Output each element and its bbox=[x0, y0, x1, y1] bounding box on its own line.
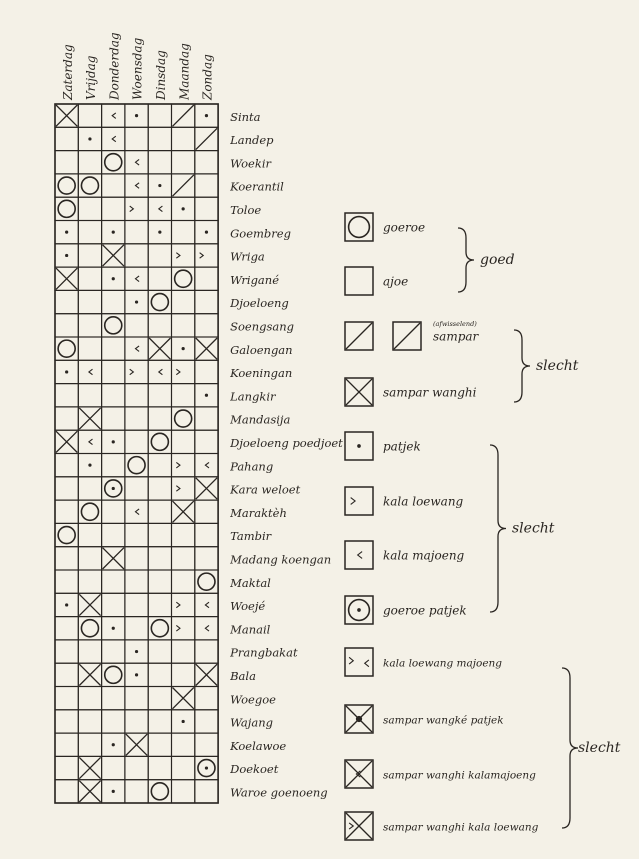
grid-cell-empty bbox=[102, 290, 125, 313]
group-label: slecht bbox=[512, 520, 555, 537]
grid-cell-empty bbox=[55, 640, 78, 663]
grid-cell-empty bbox=[172, 733, 195, 756]
wuku-name: Pahang bbox=[230, 459, 274, 474]
wuku-name: Koerantil bbox=[230, 179, 284, 194]
grid-cell-dot bbox=[78, 127, 101, 150]
grid-cell-cross bbox=[172, 687, 195, 710]
grid-cell-diag bbox=[172, 104, 195, 127]
wuku-name: Wrigané bbox=[230, 272, 280, 287]
legend-label: sampar bbox=[433, 329, 479, 344]
grid-cell-empty bbox=[148, 267, 171, 290]
grid-cell-cross bbox=[195, 663, 218, 686]
wuku-name: Bala bbox=[230, 668, 256, 683]
wuku-grid bbox=[55, 104, 218, 803]
day-header: Woensdag bbox=[130, 37, 145, 100]
wuku-name: Wriga bbox=[230, 249, 265, 264]
grid-cell-empty bbox=[102, 197, 125, 220]
day-header: Zaterdag bbox=[60, 44, 75, 100]
grid-cell-empty bbox=[102, 756, 125, 779]
grid-cell-dot bbox=[55, 221, 78, 244]
grid-cell-empty bbox=[195, 500, 218, 523]
legend-symbol-diag-alt bbox=[393, 322, 421, 350]
grid-cell-empty bbox=[55, 314, 78, 337]
legend-label: patjek bbox=[383, 439, 421, 454]
grid-cell-circledot bbox=[195, 756, 218, 779]
grid-cell-dot bbox=[125, 663, 148, 686]
grid-cell-dot bbox=[78, 454, 101, 477]
grid-cell-empty bbox=[78, 570, 101, 593]
grid-cell-empty bbox=[195, 523, 218, 546]
grid-cell-cross bbox=[78, 756, 101, 779]
grid-cell-empty bbox=[102, 523, 125, 546]
grid-cell-empty bbox=[148, 640, 171, 663]
grid-cell-diag bbox=[172, 174, 195, 197]
wuku-name: Galoengan bbox=[230, 342, 293, 357]
grid-cell-circle bbox=[78, 500, 101, 523]
grid-cell-left bbox=[195, 593, 218, 616]
legend-label: sampar wanghi kalamajoeng bbox=[383, 769, 536, 782]
wuku-name: Waroe goenoeng bbox=[230, 785, 328, 800]
grid-cell-empty bbox=[125, 593, 148, 616]
grid-cell-left bbox=[148, 360, 171, 383]
grid-cell-cross bbox=[195, 477, 218, 500]
grid-cell-left bbox=[102, 104, 125, 127]
grid-cell-left bbox=[102, 127, 125, 150]
grid-cell-circle bbox=[55, 197, 78, 220]
grid-cell-empty bbox=[102, 640, 125, 663]
wuku-name: Manail bbox=[230, 622, 271, 637]
grid-cell-empty bbox=[172, 290, 195, 313]
wuku-name: Doekoet bbox=[230, 762, 279, 777]
wuku-name: Koelawoe bbox=[230, 738, 287, 753]
legend-item bbox=[345, 812, 539, 840]
grid-cell-right bbox=[172, 617, 195, 640]
grid-cell-dot bbox=[172, 337, 195, 360]
grid-cell-empty bbox=[78, 477, 101, 500]
grid-cell-empty bbox=[148, 663, 171, 686]
grid-cell-circle bbox=[102, 151, 125, 174]
grid-cell-dot bbox=[148, 174, 171, 197]
grid-cell-empty bbox=[125, 617, 148, 640]
wuku-name: Sinta bbox=[230, 109, 261, 124]
grid-cell-dot bbox=[55, 593, 78, 616]
day-header: Vrijdag bbox=[84, 55, 99, 100]
grid-cell-empty bbox=[195, 710, 218, 733]
legend-symbol-cross bbox=[345, 378, 373, 406]
legend-item bbox=[345, 648, 502, 676]
wuku-name: Madang koengan bbox=[230, 552, 332, 567]
grid-cell-circle bbox=[172, 267, 195, 290]
grid-cell-cross bbox=[148, 337, 171, 360]
day-header: Zondag bbox=[200, 54, 215, 100]
group-bracket bbox=[514, 330, 579, 402]
wuku-name: Mandasija bbox=[230, 412, 291, 427]
grid-cell-left bbox=[125, 151, 148, 174]
grid-cell-empty bbox=[55, 407, 78, 430]
legend bbox=[345, 213, 539, 840]
grid-cell-empty bbox=[55, 617, 78, 640]
grid-cell-empty bbox=[195, 290, 218, 313]
grid-cell-empty bbox=[102, 337, 125, 360]
group-bracket bbox=[490, 445, 555, 612]
grid-cell-empty bbox=[172, 780, 195, 803]
grid-cell-empty bbox=[78, 267, 101, 290]
legend-symbol-circle bbox=[345, 213, 373, 241]
day-header: Donderdag bbox=[107, 32, 122, 100]
grid-cell-circle bbox=[55, 174, 78, 197]
grid-cell-left bbox=[78, 430, 101, 453]
legend-symbol-crossdot bbox=[345, 705, 373, 733]
grid-cell-empty bbox=[55, 547, 78, 570]
wuku-name-list bbox=[229, 110, 343, 800]
grid-cell-empty bbox=[148, 314, 171, 337]
legend-label: sampar wanghi kala loewang bbox=[383, 821, 539, 834]
grid-cell-circle bbox=[102, 663, 125, 686]
grid-cell-cross bbox=[78, 407, 101, 430]
wuku-name: Toloe bbox=[230, 202, 262, 217]
wuku-name: Tambir bbox=[230, 529, 272, 544]
grid-cell-empty bbox=[102, 687, 125, 710]
grid-cell-empty bbox=[172, 523, 195, 546]
grid-cell-empty bbox=[125, 523, 148, 546]
grid-cell-circledot bbox=[102, 477, 125, 500]
legend-item bbox=[345, 213, 425, 241]
wuku-name: Djoeloeng poedjoet bbox=[230, 435, 343, 450]
grid-cell-empty bbox=[102, 500, 125, 523]
grid-cell-empty bbox=[195, 197, 218, 220]
grid-cell-left bbox=[125, 337, 148, 360]
legend-item bbox=[345, 596, 467, 624]
grid-cell-empty bbox=[125, 570, 148, 593]
grid-cell-empty bbox=[172, 640, 195, 663]
grid-cell-empty bbox=[148, 710, 171, 733]
legend-label: goeroe bbox=[383, 220, 426, 235]
grid-cell-circle bbox=[78, 174, 101, 197]
grid-cell-empty bbox=[55, 290, 78, 313]
grid-cell-cross bbox=[102, 547, 125, 570]
wuku-name: Woegoe bbox=[230, 692, 276, 707]
grid-cell-circle bbox=[148, 780, 171, 803]
grid-cell-right bbox=[195, 244, 218, 267]
grid-cell-circle bbox=[102, 314, 125, 337]
grid-cell-right bbox=[172, 360, 195, 383]
wuku-name: Soengsang bbox=[230, 319, 295, 334]
grid-cell-empty bbox=[148, 687, 171, 710]
grid-cell-empty bbox=[148, 151, 171, 174]
grid-cell-right bbox=[172, 593, 195, 616]
grid-cell-dot bbox=[195, 221, 218, 244]
legend-item bbox=[345, 760, 536, 788]
wuku-name: Maktal bbox=[230, 575, 271, 590]
grid-cell-empty bbox=[125, 710, 148, 733]
wuku-name: Landep bbox=[230, 133, 274, 148]
grid-cell-dot bbox=[102, 780, 125, 803]
grid-cell-empty bbox=[148, 500, 171, 523]
legend-label: ajoe bbox=[383, 274, 409, 289]
grid-cell-empty bbox=[125, 384, 148, 407]
legend-item bbox=[345, 320, 480, 350]
grid-cell-empty bbox=[102, 360, 125, 383]
grid-cell-right bbox=[125, 197, 148, 220]
grid-cell-left bbox=[148, 197, 171, 220]
grid-cell-empty bbox=[78, 337, 101, 360]
grid-cell-circle bbox=[148, 617, 171, 640]
grid-cell-dot bbox=[102, 221, 125, 244]
legend-item bbox=[345, 705, 504, 733]
legend-symbol-left bbox=[345, 541, 373, 569]
legend-label: sampar wangké patjek bbox=[383, 714, 504, 727]
grid-cell-empty bbox=[78, 244, 101, 267]
grid-cell-left bbox=[125, 500, 148, 523]
grid-cell-dot bbox=[195, 104, 218, 127]
grid-cell-cross bbox=[125, 733, 148, 756]
grid-cell-empty bbox=[125, 547, 148, 570]
grid-cell-dot bbox=[102, 733, 125, 756]
grid-cell-right bbox=[172, 477, 195, 500]
legend-symbol-circledot bbox=[345, 596, 373, 624]
legend-item bbox=[345, 267, 408, 295]
grid-cell-right bbox=[172, 454, 195, 477]
grid-cell-empty bbox=[195, 151, 218, 174]
legend-symbol-rightleft bbox=[345, 648, 373, 676]
grid-cell-empty bbox=[148, 756, 171, 779]
wuku-name: Woejé bbox=[230, 599, 266, 614]
grid-cell-dot bbox=[172, 197, 195, 220]
legend-brackets bbox=[458, 228, 621, 828]
grid-cell-empty bbox=[148, 570, 171, 593]
grid-cell-empty bbox=[78, 523, 101, 546]
grid-cell-empty bbox=[148, 523, 171, 546]
grid-cell-circle bbox=[55, 523, 78, 546]
day-header: Maandag bbox=[177, 43, 192, 100]
wuku-name: Maraktèh bbox=[230, 505, 287, 520]
grid-cell-dot bbox=[102, 617, 125, 640]
grid-cell-empty bbox=[172, 547, 195, 570]
grid-cell-empty bbox=[195, 267, 218, 290]
grid-cell-empty bbox=[172, 663, 195, 686]
legend-symbol-empty bbox=[345, 267, 373, 295]
legend-symbol-dot bbox=[345, 432, 373, 460]
grid-cell-cross bbox=[78, 593, 101, 616]
wuku-name: Djoeloeng bbox=[230, 296, 289, 311]
day-header: Dinsdag bbox=[153, 50, 168, 100]
grid-cell-empty bbox=[195, 407, 218, 430]
legend-symbol-crossright bbox=[345, 812, 373, 840]
grid-cell-empty bbox=[195, 314, 218, 337]
grid-cell-dot bbox=[125, 290, 148, 313]
grid-cell-cross bbox=[55, 267, 78, 290]
grid-cell-empty bbox=[78, 104, 101, 127]
grid-cell-circle bbox=[148, 290, 171, 313]
group-label: slecht bbox=[578, 740, 621, 756]
grid-cell-empty bbox=[195, 687, 218, 710]
group-bracket bbox=[562, 668, 621, 828]
grid-cell-empty bbox=[78, 547, 101, 570]
grid-cell-empty bbox=[148, 407, 171, 430]
wuku-name: Woekir bbox=[230, 156, 272, 171]
day-headers bbox=[61, 32, 215, 101]
grid-cell-empty bbox=[55, 477, 78, 500]
grid-cell-empty bbox=[78, 640, 101, 663]
grid-cell-empty bbox=[148, 733, 171, 756]
grid-cell-empty bbox=[78, 687, 101, 710]
grid-cell-empty bbox=[148, 547, 171, 570]
grid-cell-cross bbox=[102, 244, 125, 267]
grid-cell-circle bbox=[78, 617, 101, 640]
grid-cell-empty bbox=[148, 104, 171, 127]
grid-cell-empty bbox=[125, 756, 148, 779]
grid-cell-diag bbox=[195, 127, 218, 150]
group-bracket bbox=[458, 228, 515, 292]
grid-cell-empty bbox=[55, 570, 78, 593]
wuku-name: Langkir bbox=[230, 389, 276, 404]
grid-cell-empty bbox=[102, 710, 125, 733]
wuku-name: Goembreg bbox=[230, 226, 291, 241]
grid-cell-dot bbox=[172, 710, 195, 733]
grid-cell-empty bbox=[78, 221, 101, 244]
grid-cell-dot bbox=[195, 384, 218, 407]
grid-cell-empty bbox=[55, 384, 78, 407]
grid-cell-cross bbox=[172, 500, 195, 523]
grid-cell-empty bbox=[125, 687, 148, 710]
grid-cell-empty bbox=[195, 174, 218, 197]
grid-cell-dot bbox=[148, 221, 171, 244]
grid-cell-dot bbox=[55, 360, 78, 383]
legend-symbol-diag bbox=[345, 322, 373, 350]
legend-label: kala loewang bbox=[383, 494, 464, 509]
grid-cell-empty bbox=[78, 710, 101, 733]
grid-cell-empty bbox=[172, 756, 195, 779]
legend-label: kala majoeng bbox=[383, 548, 465, 563]
grid-cell-dot bbox=[102, 267, 125, 290]
wuku-name: Wajang bbox=[230, 715, 273, 730]
grid-cell-empty bbox=[78, 314, 101, 337]
grid-cell-right bbox=[172, 244, 195, 267]
legend-item bbox=[345, 487, 464, 515]
grid-cell-empty bbox=[148, 454, 171, 477]
grid-cell-empty bbox=[55, 151, 78, 174]
grid-cell-empty bbox=[172, 127, 195, 150]
grid-cell-empty bbox=[195, 360, 218, 383]
grid-cell-empty bbox=[195, 780, 218, 803]
legend-label: kala loewang majoeng bbox=[383, 657, 503, 670]
legend-symbol-crossleft bbox=[345, 760, 373, 788]
grid-cell-empty bbox=[78, 197, 101, 220]
grid-cell-empty bbox=[102, 570, 125, 593]
grid-cell-empty bbox=[55, 687, 78, 710]
grid-cell-empty bbox=[172, 314, 195, 337]
grid-cell-empty bbox=[55, 780, 78, 803]
legend-item bbox=[345, 541, 465, 569]
wuku-name: Koeningan bbox=[230, 366, 293, 381]
legend-label: sampar wanghi bbox=[383, 385, 477, 400]
grid-cell-empty bbox=[55, 756, 78, 779]
grid-cell-left bbox=[125, 267, 148, 290]
wuku-name: Prangbakat bbox=[230, 645, 298, 660]
grid-cell-empty bbox=[125, 407, 148, 430]
grid-cell-empty bbox=[172, 570, 195, 593]
grid-cell-empty bbox=[125, 314, 148, 337]
grid-cell-empty bbox=[55, 500, 78, 523]
grid-cell-empty bbox=[55, 733, 78, 756]
grid-cell-empty bbox=[102, 407, 125, 430]
grid-cell-empty bbox=[55, 454, 78, 477]
grid-cell-empty bbox=[125, 244, 148, 267]
grid-cell-empty bbox=[195, 547, 218, 570]
grid-cell-left bbox=[195, 617, 218, 640]
grid-cell-empty bbox=[55, 663, 78, 686]
grid-cell-empty bbox=[78, 733, 101, 756]
grid-cell-dot bbox=[125, 104, 148, 127]
grid-cell-empty bbox=[148, 477, 171, 500]
grid-cell-empty bbox=[125, 430, 148, 453]
grid-cell-cross bbox=[55, 430, 78, 453]
grid-cell-dot bbox=[55, 244, 78, 267]
grid-cell-dot bbox=[125, 640, 148, 663]
grid-cell-empty bbox=[172, 430, 195, 453]
grid-cell-empty bbox=[195, 640, 218, 663]
grid-cell-cross bbox=[195, 337, 218, 360]
grid-cell-empty bbox=[148, 244, 171, 267]
grid-cell-empty bbox=[172, 221, 195, 244]
grid-cell-empty bbox=[55, 710, 78, 733]
grid-cell-empty bbox=[125, 477, 148, 500]
grid-cell-empty bbox=[172, 151, 195, 174]
grid-cell-circle bbox=[195, 570, 218, 593]
grid-cell-empty bbox=[102, 593, 125, 616]
grid-cell-empty bbox=[102, 174, 125, 197]
grid-cell-empty bbox=[172, 384, 195, 407]
grid-cell-dot bbox=[102, 430, 125, 453]
grid-cell-empty bbox=[78, 384, 101, 407]
grid-cell-empty bbox=[195, 733, 218, 756]
grid-cell-circle bbox=[172, 407, 195, 430]
grid-cell-empty bbox=[78, 290, 101, 313]
grid-cell-circle bbox=[125, 454, 148, 477]
legend-note: (afwisselend) bbox=[433, 320, 477, 328]
grid-cell-empty bbox=[102, 384, 125, 407]
grid-cell-empty bbox=[125, 221, 148, 244]
grid-cell-empty bbox=[125, 780, 148, 803]
grid-cell-empty bbox=[148, 384, 171, 407]
legend-item bbox=[345, 378, 477, 406]
grid-cell-empty bbox=[78, 151, 101, 174]
grid-cell-cross bbox=[78, 780, 101, 803]
grid-cell-left bbox=[78, 360, 101, 383]
grid-cell-circle bbox=[55, 337, 78, 360]
grid-cell-left bbox=[195, 454, 218, 477]
grid-cell-cross bbox=[78, 663, 101, 686]
grid-cell-empty bbox=[125, 127, 148, 150]
legend-label: goeroe patjek bbox=[383, 603, 467, 618]
wuku-name: Kara weloet bbox=[230, 482, 301, 497]
grid-cell-cross bbox=[55, 104, 78, 127]
grid-cell-empty bbox=[102, 454, 125, 477]
grid-cell-empty bbox=[148, 127, 171, 150]
group-label: goed bbox=[480, 252, 515, 268]
grid-cell-circle bbox=[148, 430, 171, 453]
legend-item bbox=[345, 432, 421, 460]
grid-cell-left bbox=[125, 174, 148, 197]
grid-cell-empty bbox=[55, 127, 78, 150]
group-label: slecht bbox=[536, 358, 579, 374]
legend-symbol-right bbox=[345, 487, 373, 515]
grid-cell-empty bbox=[148, 593, 171, 616]
grid-cell-empty bbox=[195, 430, 218, 453]
grid-cell-right bbox=[125, 360, 148, 383]
